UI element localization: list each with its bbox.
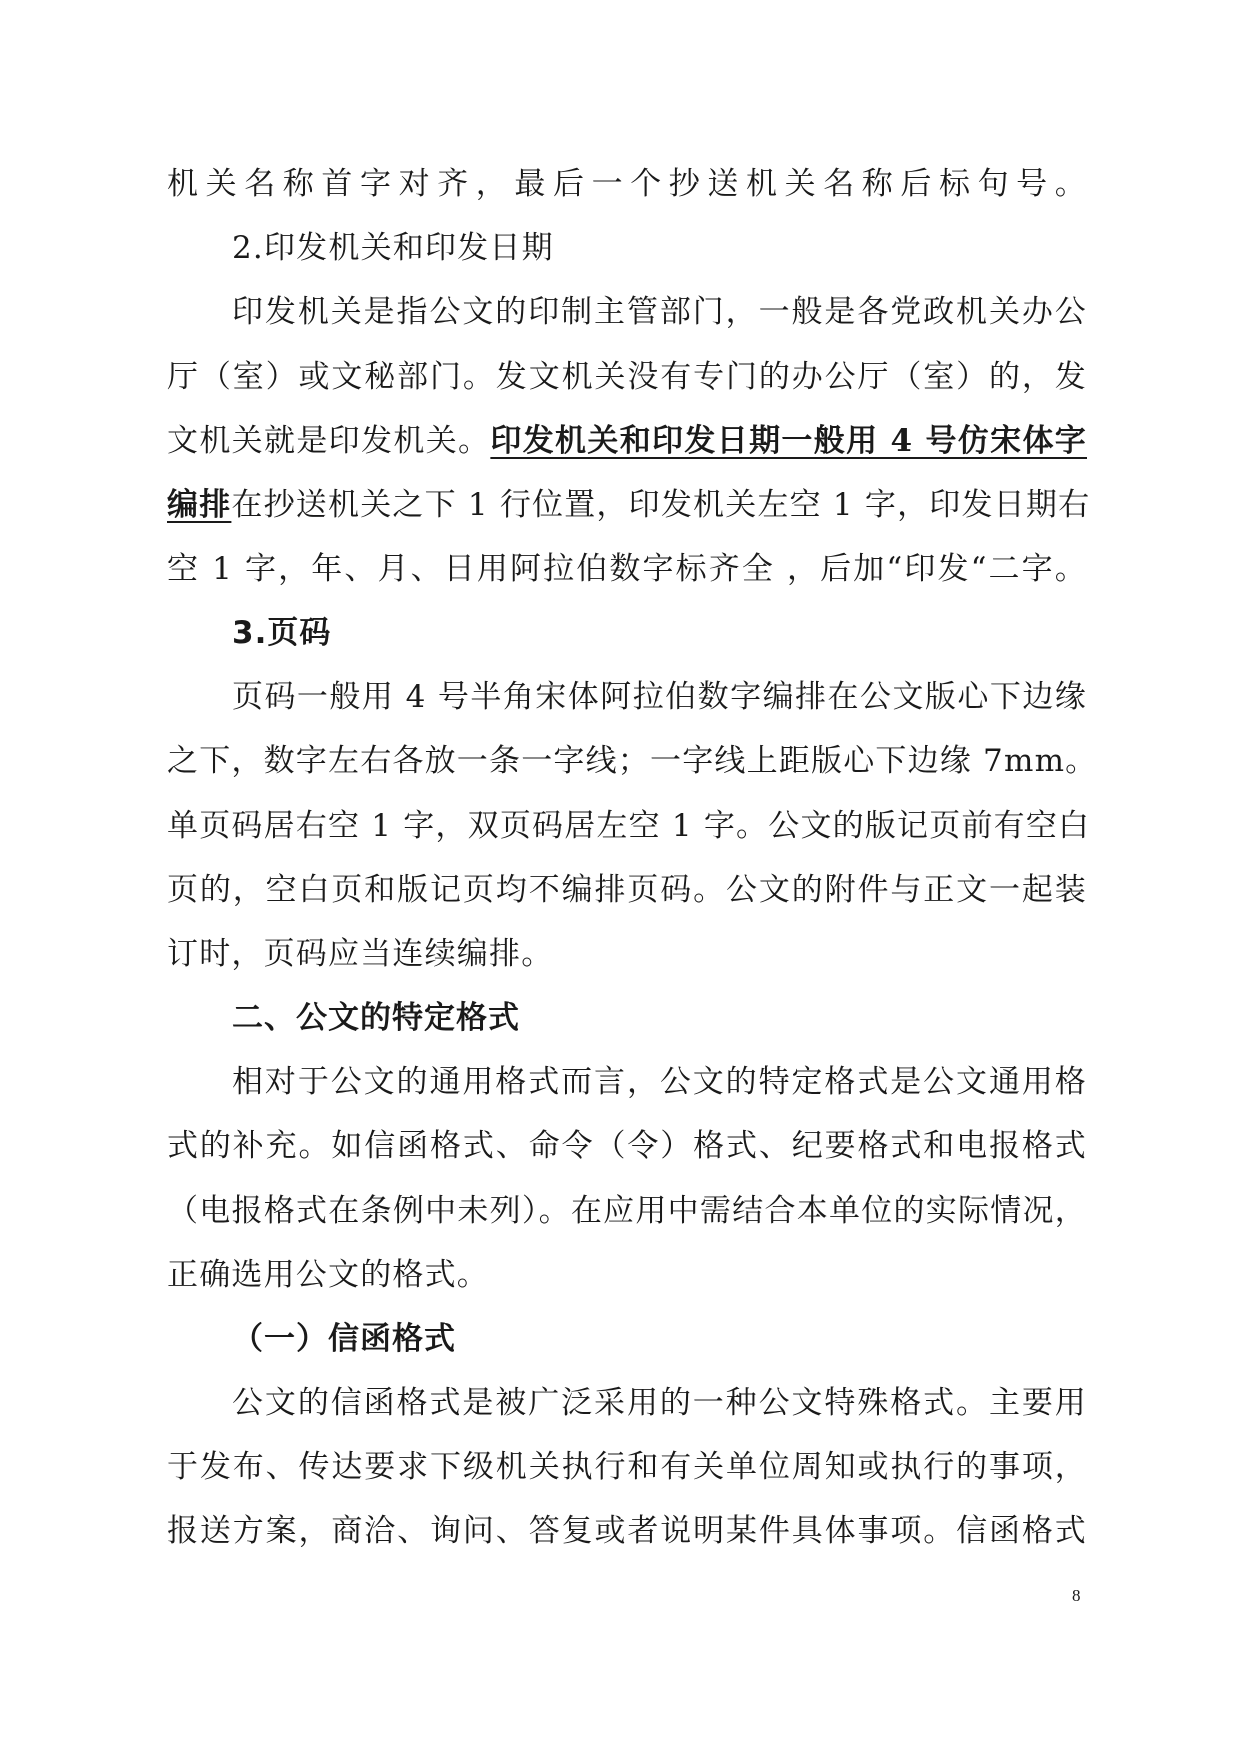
paragraph-line: 厅（室）或文秘部门。发文机关没有专门的办公厅（室）的，发 bbox=[167, 359, 1087, 395]
text-run: 在抄送机关之下 1 行位置，印发机关左空 1 字，印发日期右 bbox=[231, 487, 1091, 523]
paragraph-line: 机关名称首字对齐，最后一个抄送机关名称后标句号。 bbox=[167, 166, 1087, 202]
paragraph-line-mixed bbox=[167, 411, 1087, 471]
subheading-page-number: 3.页码 bbox=[232, 615, 332, 651]
emphasized-text: 编排 bbox=[167, 487, 232, 523]
paragraph-line: 于发布、传达要求下级机关执行和有关单位周知或执行的事项， bbox=[167, 1449, 1087, 1485]
paragraph-line: 空 1 字，年、月、日用阿拉伯数字标齐全 ，后加“印发“二字。 bbox=[167, 551, 1087, 587]
text-run: 文机关就是印发机关。 bbox=[167, 423, 491, 459]
paragraph-line: 单页码居右空 1 字，双页码居左空 1 字。公文的版记页前有空白 bbox=[167, 808, 1091, 844]
paragraph-line: 之下，数字左右各放一条一字线；一字线上距版心下边缘 7mm。 bbox=[167, 743, 1098, 779]
page-number: 8 bbox=[1072, 1586, 1081, 1605]
paragraph-line: 订时，页码应当连续编排。 bbox=[167, 936, 554, 972]
subheading-letter-format: （一）信函格式 bbox=[232, 1321, 456, 1357]
section-heading-specific-formats: 二、公文的特定格式 bbox=[232, 1000, 520, 1036]
paragraph-line: 相对于公文的通用格式而言，公文的特定格式是公文通用格 bbox=[232, 1064, 1087, 1100]
paragraph-line: 页码一般用 4 号半角宋体阿拉伯数字编排在公文版心下边缘 bbox=[232, 679, 1087, 715]
paragraph-line: 公文的信函格式是被广泛采用的一种公文特殊格式。主要用 bbox=[232, 1385, 1087, 1421]
paragraph-line: 式的补充。如信函格式、命令（令）格式、纪要格式和电报格式 bbox=[167, 1128, 1087, 1164]
paragraph-line: 印发机关是指公文的印制主管部门，一般是各党政机关办公 bbox=[232, 294, 1087, 330]
paragraph-line: 报送方案，商洽、询问、答复或者说明某件具体事项。信函格式 bbox=[167, 1513, 1087, 1549]
paragraph-line: （电报格式在条例中未列）。在应用中需结合本单位的实际情况， bbox=[167, 1193, 1087, 1229]
paragraph-line-mixed bbox=[167, 475, 1091, 535]
subheading-issuing-authority: 2.印发机关和印发日期 bbox=[232, 230, 554, 266]
paragraph-line: 正确选用公文的格式。 bbox=[167, 1257, 489, 1293]
paragraph-line: 页的，空白页和版记页均不编排页码。公文的附件与正文一起装 bbox=[167, 872, 1087, 908]
emphasized-text: 印发机关和印发日期一般用 4 号仿宋体字 bbox=[490, 423, 1087, 459]
